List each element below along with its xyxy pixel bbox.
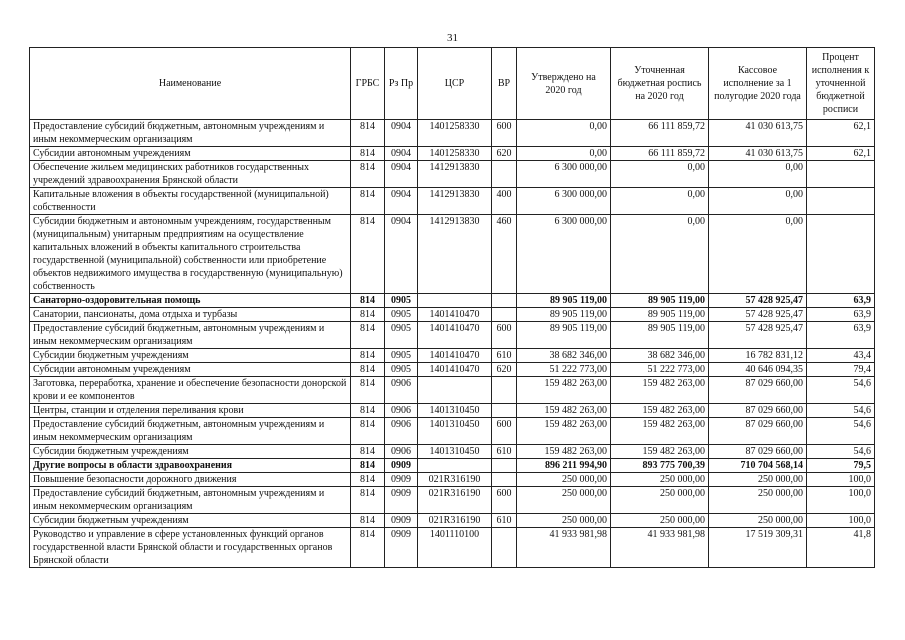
table-row <box>30 147 875 161</box>
cell-cash: 87 029 660,00 <box>709 418 807 445</box>
cell-grbs: 814 <box>351 147 385 161</box>
cell-csr: 021R316190 <box>418 487 492 514</box>
col-vr-header: ВР <box>492 48 517 120</box>
cell-percent: 100,0 <box>807 487 875 514</box>
cell-grbs: 814 <box>351 377 385 404</box>
cell-percent: 63,9 <box>807 308 875 322</box>
cell-approved: 159 482 263,00 <box>517 404 611 418</box>
cell-csr: 1412913830 <box>418 188 492 215</box>
cell-rzpr: 0906 <box>385 445 418 459</box>
cell-refined: 66 111 859,72 <box>611 147 709 161</box>
cell-vr <box>492 473 517 487</box>
cell-approved: 0,00 <box>517 147 611 161</box>
cell-grbs: 814 <box>351 473 385 487</box>
cell-grbs: 814 <box>351 459 385 473</box>
table-row <box>30 294 875 308</box>
cell-cash: 87 029 660,00 <box>709 404 807 418</box>
cell-name: Предоставление субсидий бюджетным, автономным учреждениям и иным некоммерческим организациям <box>30 418 351 445</box>
cell-name: Санатории, пансионаты, дома отдыха и турбазы <box>30 308 351 322</box>
cell-vr: 610 <box>492 514 517 528</box>
cell-refined: 38 682 346,00 <box>611 349 709 363</box>
cell-name: Руководство и управление в сфере установленных функций органов государственной власти Брянской области и государственных органов Брянской области <box>30 528 351 568</box>
cell-approved: 250 000,00 <box>517 514 611 528</box>
cell-approved: 89 905 119,00 <box>517 322 611 349</box>
cell-rzpr: 0905 <box>385 349 418 363</box>
cell-cash: 57 428 925,47 <box>709 294 807 308</box>
cell-vr: 460 <box>492 215 517 294</box>
cell-name: Предоставление субсидий бюджетным, автономным учреждениям и иным некоммерческим организациям <box>30 487 351 514</box>
cell-name: Другие вопросы в области здравоохранения <box>30 459 351 473</box>
table-row <box>30 487 875 514</box>
cell-cash: 0,00 <box>709 188 807 215</box>
cell-vr <box>492 459 517 473</box>
cell-cash: 57 428 925,47 <box>709 308 807 322</box>
cell-refined: 0,00 <box>611 215 709 294</box>
cell-refined: 0,00 <box>611 161 709 188</box>
cell-refined: 250 000,00 <box>611 487 709 514</box>
cell-vr: 600 <box>492 120 517 147</box>
cell-approved: 250 000,00 <box>517 487 611 514</box>
cell-refined: 89 905 119,00 <box>611 294 709 308</box>
cell-percent <box>807 188 875 215</box>
cell-percent: 63,9 <box>807 322 875 349</box>
cell-cash: 87 029 660,00 <box>709 445 807 459</box>
cell-csr <box>418 294 492 308</box>
cell-percent: 54,6 <box>807 377 875 404</box>
cell-refined: 89 905 119,00 <box>611 322 709 349</box>
cell-percent: 79,4 <box>807 363 875 377</box>
cell-percent <box>807 161 875 188</box>
cell-refined: 66 111 859,72 <box>611 120 709 147</box>
cell-csr: 1401258330 <box>418 120 492 147</box>
table-row <box>30 473 875 487</box>
cell-grbs: 814 <box>351 215 385 294</box>
cell-percent: 43,4 <box>807 349 875 363</box>
cell-cash: 0,00 <box>709 215 807 294</box>
col-refined-header: Уточненная бюджетная роспись на 2020 год <box>611 48 709 120</box>
budget-table <box>29 47 875 568</box>
cell-rzpr: 0909 <box>385 459 418 473</box>
cell-rzpr: 0905 <box>385 308 418 322</box>
cell-approved: 6 300 000,00 <box>517 161 611 188</box>
table-row <box>30 363 875 377</box>
cell-csr: 1401110100 <box>418 528 492 568</box>
cell-percent: 79,5 <box>807 459 875 473</box>
cell-percent <box>807 215 875 294</box>
cell-rzpr: 0904 <box>385 161 418 188</box>
cell-percent: 62,1 <box>807 147 875 161</box>
page-number: 31 <box>447 32 458 44</box>
cell-grbs: 814 <box>351 308 385 322</box>
cell-cash: 17 519 309,31 <box>709 528 807 568</box>
cell-rzpr: 0909 <box>385 487 418 514</box>
cell-refined: 159 482 263,00 <box>611 404 709 418</box>
cell-refined: 51 222 773,00 <box>611 363 709 377</box>
cell-csr: 021R316190 <box>418 514 492 528</box>
cell-refined: 159 482 263,00 <box>611 418 709 445</box>
table-row <box>30 215 875 294</box>
cell-csr: 1412913830 <box>418 161 492 188</box>
header-row <box>30 48 875 120</box>
col-csr-header: ЦСР <box>418 48 492 120</box>
cell-percent: 100,0 <box>807 473 875 487</box>
col-approved-header: Утверждено на 2020 год <box>517 48 611 120</box>
cell-rzpr: 0904 <box>385 188 418 215</box>
cell-refined: 893 775 700,39 <box>611 459 709 473</box>
cell-rzpr: 0904 <box>385 120 418 147</box>
col-rzpr-header: Рз Пр <box>385 48 418 120</box>
table-row <box>30 514 875 528</box>
table-row <box>30 188 875 215</box>
table-row <box>30 404 875 418</box>
cell-cash: 41 030 613,75 <box>709 147 807 161</box>
cell-vr: 620 <box>492 363 517 377</box>
cell-csr: 1401310450 <box>418 404 492 418</box>
cell-percent: 54,6 <box>807 404 875 418</box>
cell-grbs: 814 <box>351 404 385 418</box>
table-row <box>30 322 875 349</box>
cell-name: Заготовка, переработка, хранение и обеспечение безопасности донорской крови и ее компонентов <box>30 377 351 404</box>
cell-refined: 41 933 981,98 <box>611 528 709 568</box>
cell-vr <box>492 308 517 322</box>
cell-grbs: 814 <box>351 188 385 215</box>
cell-vr: 400 <box>492 188 517 215</box>
cell-vr <box>492 528 517 568</box>
cell-percent: 100,0 <box>807 514 875 528</box>
cell-vr: 610 <box>492 349 517 363</box>
cell-approved: 6 300 000,00 <box>517 215 611 294</box>
cell-percent: 62,1 <box>807 120 875 147</box>
col-grbs-header: ГРБС <box>351 48 385 120</box>
cell-csr: 1401310450 <box>418 418 492 445</box>
table-row <box>30 377 875 404</box>
cell-rzpr: 0905 <box>385 294 418 308</box>
cell-grbs: 814 <box>351 120 385 147</box>
cell-vr: 600 <box>492 322 517 349</box>
cell-cash: 710 704 568,14 <box>709 459 807 473</box>
cell-approved: 159 482 263,00 <box>517 418 611 445</box>
cell-vr <box>492 161 517 188</box>
cell-cash: 57 428 925,47 <box>709 322 807 349</box>
cell-rzpr: 0904 <box>385 147 418 161</box>
cell-name: Капитальные вложения в объекты государственной (муниципальной) собственности <box>30 188 351 215</box>
cell-csr: 1401410470 <box>418 349 492 363</box>
table-body <box>30 120 875 568</box>
cell-name: Предоставление субсидий бюджетным, автономным учреждениям и иным некоммерческим организациям <box>30 322 351 349</box>
table-row <box>30 418 875 445</box>
col-name-header: Наименование <box>30 48 351 120</box>
cell-csr: 1401310450 <box>418 445 492 459</box>
cell-grbs: 814 <box>351 349 385 363</box>
cell-name: Субсидии автономным учреждениям <box>30 363 351 377</box>
cell-grbs: 814 <box>351 418 385 445</box>
col-cash-header: Кассовое исполнение за 1 полугодие 2020 года <box>709 48 807 120</box>
cell-name: Субсидии бюджетным учреждениям <box>30 514 351 528</box>
cell-vr <box>492 404 517 418</box>
cell-vr <box>492 377 517 404</box>
cell-name: Субсидии бюджетным учреждениям <box>30 349 351 363</box>
table-row <box>30 445 875 459</box>
table-row <box>30 459 875 473</box>
cell-vr: 600 <box>492 418 517 445</box>
cell-approved: 0,00 <box>517 120 611 147</box>
cell-rzpr: 0906 <box>385 404 418 418</box>
cell-vr: 620 <box>492 147 517 161</box>
cell-approved: 89 905 119,00 <box>517 308 611 322</box>
cell-rzpr: 0909 <box>385 514 418 528</box>
cell-percent: 54,6 <box>807 445 875 459</box>
cell-csr <box>418 459 492 473</box>
cell-rzpr: 0909 <box>385 473 418 487</box>
cell-grbs: 814 <box>351 161 385 188</box>
cell-name: Субсидии бюджетным и автономным учреждениям, государственным (муниципальным) унитарным предприятиям на осуществление капитальных вложений в объекты капитального строительства государственной (муниципальной) собственности или приобретение объектов недвижимого имущества в государственную (муниципальную) собственность <box>30 215 351 294</box>
cell-csr: 1401258330 <box>418 147 492 161</box>
table-row <box>30 528 875 568</box>
cell-approved: 41 933 981,98 <box>517 528 611 568</box>
cell-grbs: 814 <box>351 363 385 377</box>
cell-rzpr: 0906 <box>385 418 418 445</box>
cell-cash: 250 000,00 <box>709 487 807 514</box>
cell-grbs: 814 <box>351 322 385 349</box>
cell-csr: 1401410470 <box>418 363 492 377</box>
cell-cash: 40 646 094,35 <box>709 363 807 377</box>
cell-rzpr: 0904 <box>385 215 418 294</box>
cell-cash: 41 030 613,75 <box>709 120 807 147</box>
cell-approved: 6 300 000,00 <box>517 188 611 215</box>
cell-cash: 250 000,00 <box>709 514 807 528</box>
cell-rzpr: 0905 <box>385 363 418 377</box>
cell-percent: 54,6 <box>807 418 875 445</box>
cell-approved: 159 482 263,00 <box>517 377 611 404</box>
cell-name: Обеспечение жильем медицинских работников государственных учреждений здравоохранения Брянской области <box>30 161 351 188</box>
cell-vr: 600 <box>492 487 517 514</box>
cell-grbs: 814 <box>351 445 385 459</box>
cell-cash: 250 000,00 <box>709 473 807 487</box>
cell-refined: 250 000,00 <box>611 473 709 487</box>
col-percent-header: Процент исполнения к уточненной бюджетной росписи <box>807 48 875 120</box>
cell-csr: 1401410470 <box>418 322 492 349</box>
cell-name: Субсидии бюджетным учреждениям <box>30 445 351 459</box>
cell-approved: 159 482 263,00 <box>517 445 611 459</box>
cell-grbs: 814 <box>351 528 385 568</box>
cell-cash: 87 029 660,00 <box>709 377 807 404</box>
cell-percent: 41,8 <box>807 528 875 568</box>
cell-vr: 610 <box>492 445 517 459</box>
cell-percent: 63,9 <box>807 294 875 308</box>
cell-refined: 0,00 <box>611 188 709 215</box>
cell-csr: 1412913830 <box>418 215 492 294</box>
cell-approved: 89 905 119,00 <box>517 294 611 308</box>
cell-name: Субсидии автономным учреждениям <box>30 147 351 161</box>
cell-refined: 250 000,00 <box>611 514 709 528</box>
cell-name: Центры, станции и отделения переливания крови <box>30 404 351 418</box>
cell-rzpr: 0905 <box>385 322 418 349</box>
table-row <box>30 308 875 322</box>
cell-grbs: 814 <box>351 514 385 528</box>
cell-refined: 159 482 263,00 <box>611 377 709 404</box>
cell-cash: 0,00 <box>709 161 807 188</box>
cell-approved: 896 211 994,90 <box>517 459 611 473</box>
cell-refined: 89 905 119,00 <box>611 308 709 322</box>
cell-cash: 16 782 831,12 <box>709 349 807 363</box>
table-row <box>30 349 875 363</box>
cell-name: Предоставление субсидий бюджетным, автономным учреждениям и иным некоммерческим организациям <box>30 120 351 147</box>
cell-approved: 250 000,00 <box>517 473 611 487</box>
cell-name: Санаторно-оздоровительная помощь <box>30 294 351 308</box>
cell-vr <box>492 294 517 308</box>
cell-grbs: 814 <box>351 487 385 514</box>
cell-grbs: 814 <box>351 294 385 308</box>
cell-csr: 1401410470 <box>418 308 492 322</box>
cell-rzpr: 0906 <box>385 377 418 404</box>
cell-rzpr: 0909 <box>385 528 418 568</box>
table-row <box>30 161 875 188</box>
cell-csr <box>418 377 492 404</box>
cell-csr: 021R316190 <box>418 473 492 487</box>
table-row <box>30 120 875 147</box>
cell-refined: 159 482 263,00 <box>611 445 709 459</box>
cell-approved: 51 222 773,00 <box>517 363 611 377</box>
cell-name: Повышение безопасности дорожного движения <box>30 473 351 487</box>
cell-approved: 38 682 346,00 <box>517 349 611 363</box>
